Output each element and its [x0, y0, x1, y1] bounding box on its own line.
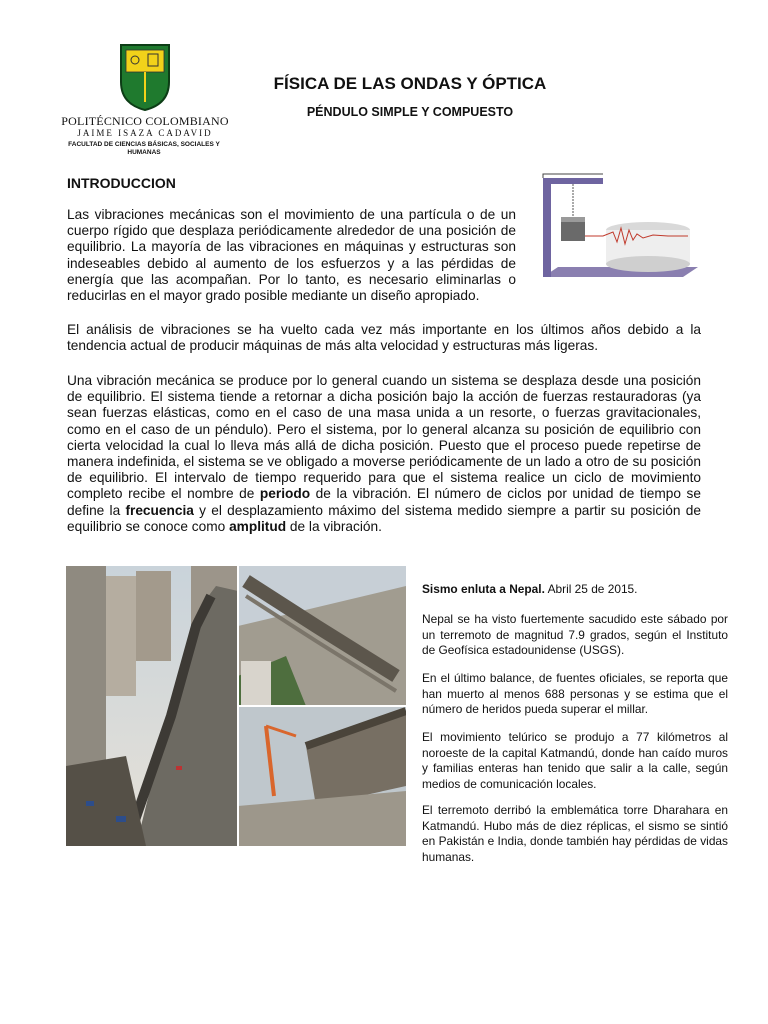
paragraph-text: de la vibración. — [286, 518, 382, 534]
faculty-name: FACULTAD DE CIENCIAS BÁSICAS, SOCIALES Y HUMANAS — [68, 141, 220, 156]
intro-paragraph-1: Las vibraciones mecánicas son el movimiento de una partícula o de un cuerpo rígido que desplaza periódicamente alrededor de una posición de equilibrio. La mayoría de las vibraciones en máquinas y estructuras son indeseables debido al aumento de los esfuerzos y a las pérdidas de energía que las acompañan. Por lo tanto, es necesario eliminarlas o reducirlas en el mayor grado posible mediante un diseño apropiado. — [67, 207, 516, 304]
news-paragraph-2: En el último balance, de fuentes oficiales, se reporta que han muerto al menos 688 personas y se estima que el número de heridos pueda superar el millar. — [422, 671, 728, 716]
news-title: Sismo enluta a Nepal. — [422, 582, 545, 596]
seismograph-illustration — [533, 172, 703, 287]
news-date: Abril 25 de 2015. — [544, 582, 638, 596]
page-subtitle: PÉNDULO SIMPLE Y COMPUESTO — [306, 105, 514, 119]
term-periodo: periodo — [259, 486, 311, 502]
crest-icon — [118, 42, 172, 112]
news-paragraph-4: El terremoto derribó la emblemática torre Dharahara en Katmandú. Hubo más de diez réplicas, el sismo se sintió en Pakistán e India, donde también hay pérdidas de vidas humanas. — [422, 803, 728, 864]
paragraph-text: Una vibración mecánica se produce por lo general cuando un sistema se desplaza desde una posición de equilibrio. El sistema tiende a retornar a dicha posición bajo la acción de fuerzas restauradoras (ya sean fuerzas elásticas, como en el caso de una masa unida a un resorte, o fuerzas gravitacionales, como en el caso de un péndulo). Pero el sistema, por lo general alcanza su posición de equilibrio con cierta velocidad la cual lo lleva más allá de dicha posición. Puesto que el proceso puede repetirse de manera indefinida, el sistema se ve obligado a moverse periódicamente de un lado a otro de su posición de equilibrio. El intervalo de tiempo requerido para que el sistema realice un ciclo de movimiento completo recibe el nombre de — [67, 373, 701, 502]
intro-paragraph-3 — [67, 373, 701, 535]
earthquake-photo-collage — [66, 566, 406, 846]
page-title: FÍSICA DE LAS ONDAS Y ÓPTICA — [273, 74, 547, 93]
news-paragraph-3: El movimiento telúrico se produjo a 77 kilómetros al noroeste de la capital Katmandú, donde han caído muros y familias enteras han tenido que salir a la calle, según medios de comunicación locales. — [422, 730, 728, 791]
intro-paragraph-2: El análisis de vibraciones se ha vuelto cada vez más importante en los últimos años debido a la tendencia actual de producir máquinas de más alta velocidad y estructuras más ligeras. — [67, 322, 701, 354]
term-amplitud: amplitud — [229, 518, 287, 534]
news-headline — [422, 582, 728, 598]
term-frecuencia: frecuencia — [125, 502, 194, 518]
institution-subname: JAIME ISAZA CADAVID — [77, 128, 213, 138]
section-heading: INTRODUCCION — [67, 175, 176, 191]
paragraph-text: y el desplazamiento máximo del sistema medido siempre a partir su posición de equilibrio se conoce como — [67, 502, 701, 534]
paragraph-text: de la vibración. El número de ciclos por unidad de tiempo se define la — [67, 486, 701, 518]
news-paragraph-1: Nepal se ha visto fuertemente sacudido este sábado por un terremoto de magnitud 7.9 grados, según el Instituto de Geofísica estadounidense (USGS). — [422, 612, 728, 657]
institution-name: POLITÉCNICO COLOMBIANO — [61, 114, 229, 128]
